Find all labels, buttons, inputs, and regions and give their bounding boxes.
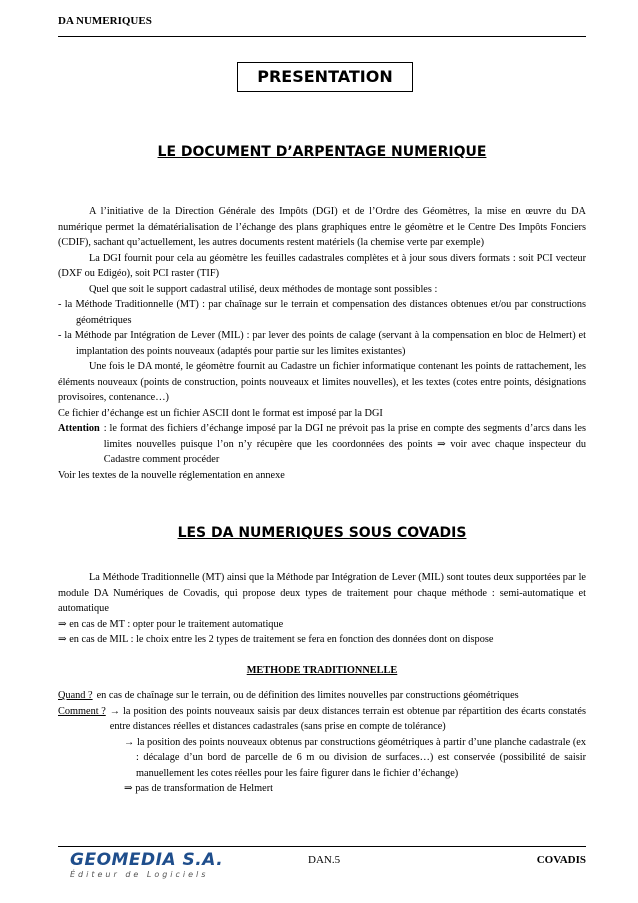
logo-name: GEOMEDIA S.A.	[70, 850, 224, 870]
attention-label: Attention	[58, 423, 100, 434]
paragraph: Voir les textes de la nouvelle réglementation en annexe	[58, 469, 285, 481]
paragraph: Quel que soit le support cadastral utilisé, deux méthodes de montage sont possibles :	[89, 283, 438, 295]
logo-tagline: Éditeur de Logiciels	[70, 870, 209, 879]
comment-row	[58, 704, 586, 735]
section-title-document: LE DOCUMENT D’ARPENTAGE NUMERIQUE	[157, 144, 487, 160]
attention-note	[58, 421, 586, 468]
header-rule	[58, 36, 586, 37]
page-footer	[58, 850, 586, 890]
running-header: DA NUMERIQUES	[58, 15, 152, 27]
section-title-covadis: LES DA NUMERIQUES SOUS COVADIS	[177, 525, 467, 541]
attention-text: : le format des fichiers d’échange imposé par la DGI ne prévoit pas la prise en compte des segments d’arcs dans les limites nouvelles puisque l’on n’y récupère que les coordonnées des points ⇒ voir avec chaque inspecteur du Cadastre comment procéder	[103, 423, 586, 465]
paragraph: Une fois le DA monté, le géomètre fournit au Cadastre un fichier informatique contenant les points de rattachement, les éléments nouveaux (points de construction, points nouveaux et limites nouvelles), et les textes (cotes entre points, désignations provisoires, contenance…)	[58, 361, 586, 403]
comment-text: → la position des points nouveaux saisis par deux distances terrain est obtenue par répartition des écarts constatés entre distances réelles et distances cadastrales (sans prise en compte de tolérance)	[109, 705, 586, 732]
company-logo	[70, 850, 223, 879]
list-item: - la Méthode par Intégration de Lever (MIL) : par lever des points de calage (servant à la compensation en bloc de Helmert) et implantation des points nouveaux (adaptés pour partie sur les limites existantes)	[58, 330, 586, 357]
presentation-title: PRESENTATION	[237, 62, 413, 92]
list-item: → la position des points nouveaux obtenus par constructions géométriques à partir d’une planche cadastrale (ex : décalage d’un bord de parcelle de 6 m ou division de surfaces…) est conservée (possibilité de saisir manuellement les cotes réelles pour les faire figurer dans le fichier d’échange)	[124, 736, 586, 779]
list-item: ⇒ pas de transformation de Helmert	[124, 783, 274, 794]
section-body-document	[58, 204, 586, 483]
list-item: ⇒ en cas de MIL : le choix entre les 2 types de traitement se fera en fonction des données dont on dispose	[58, 634, 494, 645]
page-number: DAN.5	[308, 854, 341, 866]
paragraph: La Méthode Traditionnelle (MT) ainsi que la Méthode par Intégration de Lever (MIL) sont toutes deux supportées par le module DA Numériques de Covadis, qui propose deux types de traitement pour chaque méthode : semi-automatique et automatique	[58, 572, 586, 614]
section-body-covadis	[58, 570, 586, 797]
footer-rule	[58, 846, 586, 847]
quand-row	[58, 688, 586, 704]
list-item: - la Méthode Traditionnelle (MT) : par chaînage sur le terrain et compensation des distances obtenues et/ou par constructions géométriques	[58, 299, 586, 326]
paragraph: Ce fichier d’échange est un fichier ASCII dont le format est imposé par la DGI	[58, 407, 383, 419]
quand-text: en cas de chaînage sur le terrain, ou de définition des limites nouvelles par constructions géométriques	[96, 690, 519, 701]
list-item: ⇒ en cas de MT : opter pour le traitement automatique	[58, 618, 284, 630]
paragraph: A l’initiative de la Direction Générale des Impôts (DGI) et de l’Ordre des Géomètres, la mise en œuvre du DA numérique permet la dématérialisation de l’échange des plans graphiques entre le géomètre et le Centre Des Impôts Fonciers (CDIF), sachant qu’actuellement, les autres documents restent matériels (la chemise verte par exemple)	[58, 206, 586, 248]
subsection-title: METHODE TRADITIONNELLE	[246, 664, 398, 676]
comment-label: Comment ?	[58, 705, 106, 717]
paragraph: La DGI fournit pour cela au géomètre les feuilles cadastrales complètes et à jour sous divers formats : soit PCI vecteur (DXF ou Edigéo), soit PCI raster (TIF)	[58, 252, 586, 279]
quand-label: Quand ?	[58, 690, 93, 701]
product-name: COVADIS	[536, 854, 586, 866]
